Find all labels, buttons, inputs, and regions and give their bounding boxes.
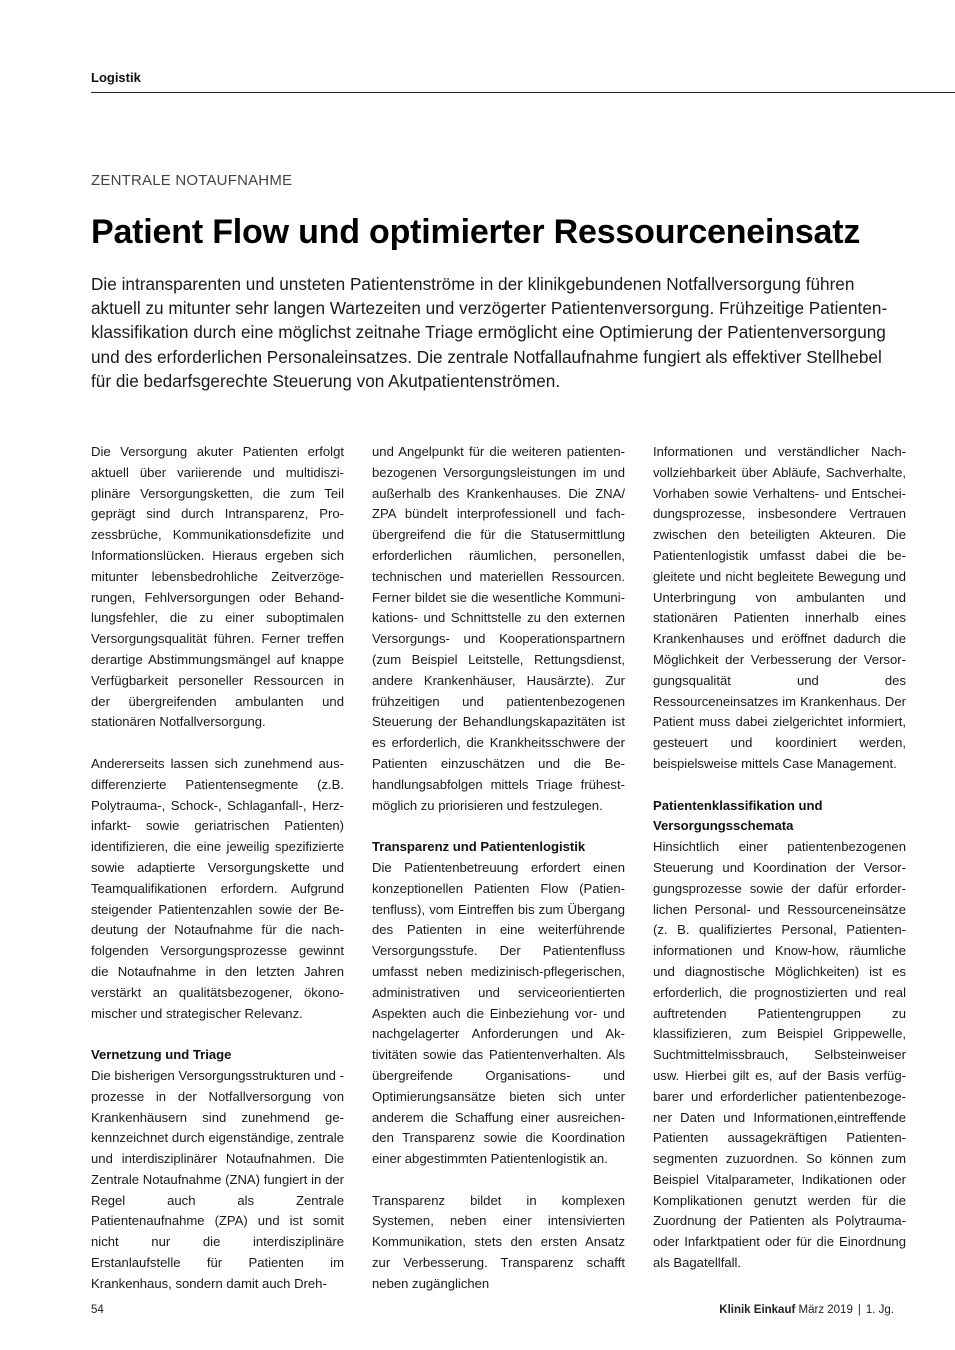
body-paragraph: Informationen und verständlicher Nachvollziehbarkeit über Abläufe, Sachverhalte, Vorhaben sowie Verhaltens- und Entscheidungsprozesse, insbesondere Vertrauen zwischen den beteiligten Akteuren. Die Patientenlogistik umfasst dabei die begleitete und nicht begleitete Bewegung und Unterbringung von ambulanten und stationären Patienten innerhalb eines Krankenhauses und eröffnet dadurch die Möglichkeit der Verbesserung der Versorgungsqualität und des Ressourceneinsatzes im Krankenhaus. Der Patient muss dabei zielgerichtet informiert, gesteuert und koordiniert werden, beispielsweise mittels Case Management. <box>653 444 906 771</box>
subheading: Transparenz und Patientenlogistik <box>372 839 586 855</box>
issue-date: März 2019 <box>798 1304 853 1316</box>
volume: 1. Jg. <box>865 1304 894 1316</box>
body-columns <box>91 442 906 1291</box>
body-paragraph: Transparenz bildet in komplexen Systemen, neben einer intensivierten Kommunikation, stets den ersten Ansatz zur Verbesserung. Transparenz schafft neben zugänglichen <box>372 1192 625 1291</box>
body-paragraph: und Angelpunkt für die weiteren patientenbezogenen Versorgungsleistungen im und außerhalb des Krankenhauses. Die ZNA/ ZPA bündelt interprofessionell und fachübergreifend die für die Statusermittlung erforderlichen räumlichen, personellen, technischen und materiellen Ressourcen. Ferner bildet sie die wesentliche Kommunikations- und Schnittstelle zu den externen Versorgungs- und Kooperationspartnern (zum Beispiel Leitstelle, Rettungsdienst, andere Krankenhäuser, Hausärzte). Zur frühzeitigen und patientenbezogenen Steuerung der Behandlungskapazitäten ist es erforderlich, die Krankheitsschwere der Patienten einzuschätzen und die Behandlungsabfolgen mittels Triage frühestmöglich zu priorisieren und festzulegen. <box>372 444 625 813</box>
subheading: Vernetzung und Triage <box>91 1047 232 1063</box>
body-paragraph: Die bisherigen Versorgungsstrukturen und -prozesse in der Notfallversorgung von Krankenhäusern sind zunehmend gekennzeichnet durch eigenständige, zentrale und interdisziplinärer Notaufnahmen. Die Zentrale Notaufnahme (ZNA) fungiert in der Regel auch als Zentrale Patientenaufnahme (ZPA) und ist somit nicht nur die interdisziplinäre Erstanlaufstelle für Patienten im Krankenhaus, sondern damit auch Dreh- <box>91 1067 344 1291</box>
publication-info <box>719 1304 894 1316</box>
column-1 <box>91 442 344 1291</box>
article-kicker: ZENTRALE NOTAUFNAHME <box>91 172 293 189</box>
body-paragraph: Die Patientenbetreuung erfordert einen konzeptionellen Patienten Flow (Patientenfluss), vom Eintreffen bis zum Übergang des Patienten in eine weiterführende Versorgungsstufe. Der Patientenfluss umfasst neben medizinisch-pflegerischen, administrativen und serviceorientierten Aspekten auch die Einbeziehung vor- und nachgelagerter Anforderungen und Aktivitäten sowie das Patientenverhalten. Als übergreifende Organisations- und Optimierungsansätze bieten sich unter anderem die Schaffung einer ausreichenden Transparenz sowie die Koordination einer abgestimmten Patientenlogistik an. <box>372 859 625 1167</box>
header-rule <box>91 92 955 93</box>
body-paragraph: Hinsichtlich einer patientenbezogenen Steuerung und Koordination der Versorgungsprozesse sowie der dafür erforderlichen Personal- und Ressourceneinsätze (z. B. qualifiziertes Personal, Patienteninformationen und Know-how, räumliche und diagnostische Möglichkeiten) ist es erforderlich, die prognostizierten und real auftretenden Patientengruppen zu klassifizieren, zum Beispiel Grippewelle, Suchtmittelmissbrauch, Selbsteinweiser usw. Hierbei gilt es, auf der Basis verfügbarer und erforderlicher patientenbezogener Daten und Informationen,eintreffende Patienten aussagekräftigen Patientensegmenten zuzuordnen. So können zum Beispiel Vitalparameter, Indikationen oder Komplikationen genutzt werden für die Zuordnung der Patienten als Polytrauma- oder Infarktpatient oder für die Einordnung als Bagatellfall. <box>653 839 906 1271</box>
body-paragraph: Andererseits lassen sich zunehmend ausdifferenzierte Patientensegmente (z.B. Polytrauma-, Schock-, Schlaganfall-, Herzinfarkt- sowie geriatrischen Patienten) identifizieren, die eine jeweilig spezifizierte sowie adaptierte Versorgungskette und Teamqualifikationen erfordern. Aufgrund steigender Patientenzahlen sowie der Bedeutung der Notaufnahme für die nachfolgenden Versorgungsprozesse gewinnt die Notaufnahme in den letzten Jahren verstärkt an qualitätsbezogener, ökonomischer und strategischer Relevanz. <box>91 755 344 1021</box>
page-number: 54 <box>91 1304 104 1316</box>
section-header: Logistik <box>91 70 141 85</box>
column-3 <box>653 442 906 1282</box>
publication-name: Klinik Einkauf <box>719 1304 796 1316</box>
body-paragraph: Die Versorgung akuter Patienten erfolgt aktuell über variierende und multidisziplinäre Versorgungsketten, die zum Teil geprägt sind durch Intransparenz, Prozessbrüche, Kommunikationsdefizite und Informationslücken. Hieraus ergeben sich mitunter lebensbedrohliche Zeitverzögerungen, Fehlversorgungen oder Behandlungsfehler, die zu einer suboptimalen Versorgungsqualität führen. Ferner treffen derartige Abstimmungsmängel auf knappe Verfügbarkeit personeller Ressourcen in der übergreifenden ambulanten und stationären Notfallversorgung. <box>91 444 344 730</box>
article-lead: Die intransparenten und unsteten Patientenströme in der klinikgebundenen Notfallversorgung führen aktuell zu mitunter sehr langen Wartezeiten und verzögerter Patientenversorgung. Frühzeitige Patientenklassifikation durch eine möglichst zeitnahe Triage ermöglicht eine Optimierung der Patientenversorgung und des erforderlichen Personaleinsatzes. Die zentrale Notfallaufnahme fungiert als effektiver Stellhebel für die bedarfsgerechte Steuerung von Akutpatientenströmen. <box>91 274 888 391</box>
footer-separator: | <box>857 1304 861 1316</box>
subheading: Patientenklassifikation und Versorgungsschemata <box>653 797 823 834</box>
column-2 <box>372 442 625 1291</box>
article-title: Patient Flow und optimierter Ressourceneinsatz <box>91 213 861 251</box>
